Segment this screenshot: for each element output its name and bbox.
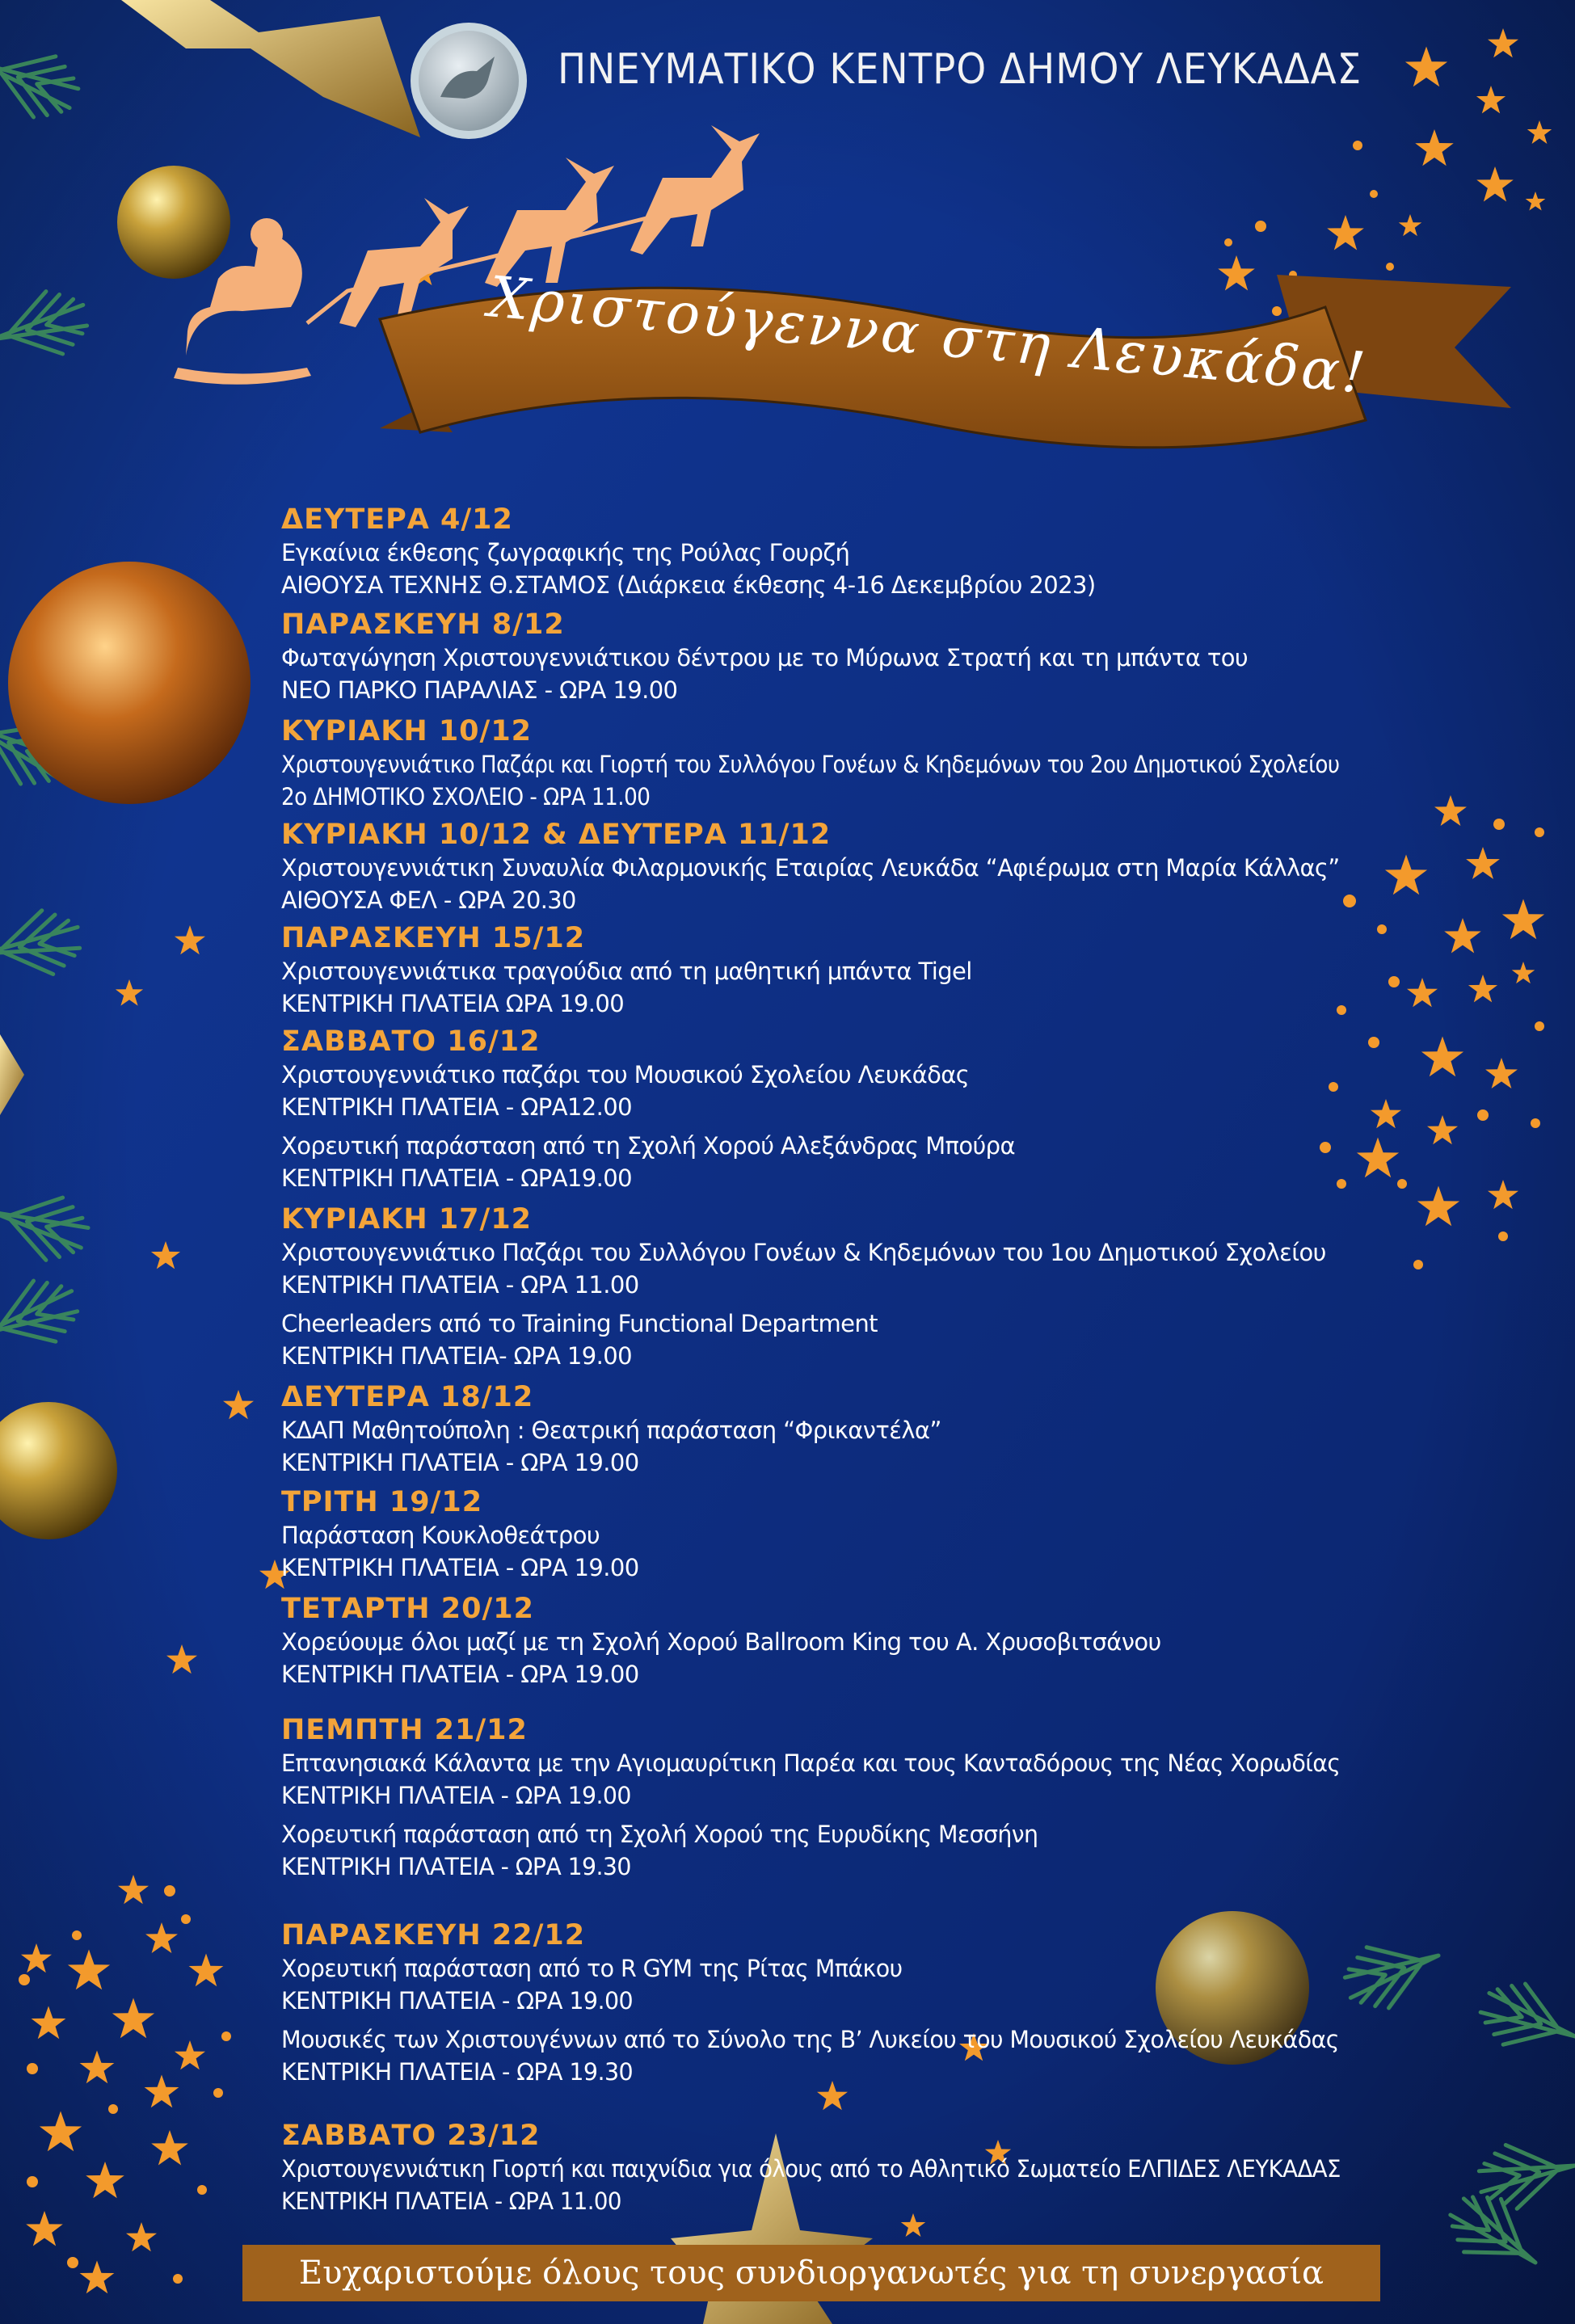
day-heading: ΤΕΤΑΡΤΗ 20/12: [281, 1593, 534, 1625]
event-venue-time: ΑΙΘΟΥΣΑ ΦΕΛ - ΩΡΑ 20.30: [281, 886, 576, 914]
star-dot: [164, 1885, 175, 1897]
event-description: Cheerleaders από το Training Functional Department: [281, 1310, 878, 1337]
star-dot: [1329, 1082, 1338, 1092]
day-heading: ΔΕΥΤΕΡΑ 18/12: [281, 1381, 534, 1413]
day-block: [281, 921, 972, 1020]
day-heading: ΔΕΥΤΕΡΑ 4/12: [281, 503, 513, 536]
day-heading: ΚΥΡΙΑΚΗ 17/12: [281, 1203, 533, 1236]
day-block: [281, 818, 1346, 916]
star-dot: [221, 2031, 231, 2041]
event-venue-time: ΝΕΟ ΠΑΡΚΟ ΠΑΡΑΛΙΑΣ - ΩΡΑ 19.00: [281, 676, 678, 704]
event-venue-time: ΚΕΝΤΡΙΚΗ ΠΛΑΤΕΙΑ - ΩΡΑ12.00: [281, 1093, 632, 1121]
day-block: [281, 608, 1248, 706]
event-description: ΚΔΑΠ Μαθητούπολη : Θεατρική παράσταση “Φρικαντέλα”: [281, 1417, 941, 1444]
event-venue-time: ΚΕΝΤΡΙΚΗ ΠΛΑΤΕΙΑ - ΩΡΑ 19.00: [281, 1782, 631, 1809]
event-venue-time: ΚΕΝΤΡΙΚΗ ΠΛΑΤΕΙΑ - ΩΡΑ 19.00: [281, 1661, 639, 1688]
event-venue-time: ΚΕΝΤΡΙΚΗ ΠΛΑΤΕΙΑ - ΩΡΑ19.00: [281, 1164, 632, 1192]
event-venue-time: ΚΕΝΤΡΙΚΗ ΠΛΑΤΕΙΑ - ΩΡΑ 19.00: [281, 1987, 634, 2015]
day-block: [281, 503, 1096, 601]
star-dot: [108, 2104, 118, 2114]
day-block: [281, 1918, 1358, 2088]
day-block: [281, 1592, 1161, 1690]
star-dot: [19, 1974, 30, 1985]
banner-ribbon: [356, 259, 1527, 469]
day-heading: ΠΑΡΑΣΚΕΥΗ 15/12: [281, 922, 586, 954]
event-venue-time: ΚΕΝΤΡΙΚΗ ΠΛΑΤΕΙΑ - ΩΡΑ 19.30: [281, 1853, 631, 1880]
event-venue-time: ΚΕΝΤΡΙΚΗ ΠΛΑΤΕΙΑ - ΩΡΑ 11.00: [281, 1271, 639, 1299]
star-dot: [1535, 1021, 1544, 1031]
star-dot: [1477, 1109, 1489, 1121]
event-venue-time: ΑΙΘΟΥΣΑ ΤΕΧΝΗΣ Θ.ΣΤΑΜΟΣ (Διάρκεια έκθεσης 4-16 Δεκεμβρίου 2023): [281, 571, 1096, 599]
event-venue-time: ΚΕΝΤΡΙΚΗ ΠΛΑΤΕΙΑ - ΩΡΑ 19.00: [281, 1449, 639, 1476]
star-dot: [1377, 924, 1387, 934]
pegasus-coin-logo: [408, 23, 529, 144]
star-dot: [72, 1930, 82, 1940]
star-dot: [27, 2176, 38, 2187]
day-heading: ΠΑΡΑΣΚΕΥΗ 22/12: [281, 1919, 586, 1951]
event-description: Χριστουγεννιάτικο παζάρι του Μουσικού Σχολείου Λευκάδας: [281, 1061, 970, 1088]
event-venue-time: ΚΕΝΤΡΙΚΗ ΠΛΑΤΕΙΑ - ΩΡΑ 11.00: [281, 2187, 621, 2215]
star-dot: [181, 1914, 191, 1924]
day-block: [281, 1485, 639, 1584]
day-heading: ΠΕΜΠΤΗ 21/12: [281, 1714, 528, 1746]
star-dot: [1498, 1231, 1508, 1241]
star-dot: [27, 2063, 38, 2074]
star-dot: [1535, 827, 1544, 837]
star-dot: [1337, 1005, 1346, 1015]
star-dot: [197, 2185, 207, 2195]
event-description: Χορευτική παράσταση από τη Σχολή Χορού Αλεξάνδρας Μπούρα: [281, 1132, 1015, 1160]
day-heading: ΚΥΡΙΑΚΗ 10/12: [281, 715, 533, 747]
day-heading: ΚΥΡΙΑΚΗ 10/12 & ΔΕΥΤΕΡΑ 11/12: [281, 819, 832, 851]
star-dot: [1370, 190, 1378, 198]
event-venue-time: 2ο ΔΗΜΟΤΙΚΟ ΣΧΟΛΕΙΟ - ΩΡΑ 11.00: [281, 783, 651, 810]
event-description: Χριστουγεννιάτικα τραγούδια από τη μαθητική μπάντα Tigel: [281, 958, 972, 985]
star-dot: [173, 2274, 183, 2284]
star-dot: [1531, 1118, 1540, 1128]
star-dot: [67, 2257, 78, 2268]
thank-you-footer: Ευχαριστούμε όλους τους συνδιοργανωτές για τη συνεργασία: [242, 2245, 1380, 2301]
event-description: Παράσταση Κουκλοθεάτρου: [281, 1522, 600, 1549]
day-block: [281, 1202, 1326, 1372]
event-description: Χορευτική παράσταση από τη Σχολή Χορού της Ευρυδίκης Μεσσήνη: [281, 1821, 1038, 1848]
banner-title: Χριστούγεννα στη Λευκάδα!: [486, 263, 1371, 406]
star-dot: [1493, 819, 1505, 830]
organizer-title: ΠΝΕΥΜΑΤΙΚΟ ΚΕΝΤΡΟ ΔΗΜΟΥ ΛΕΥΚΑΔΑΣ: [558, 45, 1362, 94]
event-description: Χορευτική παράσταση από το R GYM της Ρίτας Μπάκου: [281, 1955, 903, 1982]
event-description: Χριστουγεννιάτικο Παζάρι και Γιορτή του Συλλόγου Γονέων & Κηδεμόνων του 2ου Δημοτικού Σχολείου: [281, 751, 1340, 778]
star-dot: [1353, 141, 1362, 150]
event-description: Εγκαίνια έκθεσης ζωγραφικής της Ρούλας Γουρζή: [281, 539, 850, 566]
star-dot: [1397, 1179, 1407, 1189]
day-block: [281, 1380, 941, 1479]
star-dot: [1337, 1179, 1346, 1189]
event-description: Χριστουγεννιάτικη Γιορτή και παιχνίδια για όλους από το Αθλητικό Σωματείο ΕΛΠΙΔΕΣ ΛΕΥΚΑΔΑΣ: [281, 2155, 1341, 2183]
star-dot: [1224, 238, 1232, 246]
star-dot: [213, 2088, 223, 2098]
event-venue-time: ΚΕΝΤΡΙΚΗ ΠΛΑΤΕΙΑ - ΩΡΑ 19.00: [281, 1554, 639, 1581]
star-dot: [1413, 1260, 1423, 1269]
event-description: Χριστουγεννιάτικη Συναυλία Φιλαρμονικής Εταιρίας Λευκάδα “Αφιέρωμα στη Μαρία Κάλλας”: [281, 854, 1340, 882]
event-venue-time: ΚΕΝΤΡΙΚΗ ΠΛΑΤΕΙΑ- ΩΡΑ 19.00: [281, 1342, 632, 1370]
day-heading: ΤΡΙΤΗ 19/12: [281, 1486, 483, 1518]
event-venue-time: ΚΕΝΤΡΙΚΗ ΠΛΑΤΕΙΑ ΩΡΑ 19.00: [281, 990, 625, 1017]
star-dot: [1320, 1142, 1331, 1153]
event-description: Χορεύουμε όλοι μαζί με τη Σχολή Χορού Ballroom King του Α. Χρυσοβιτσάνου: [281, 1628, 1161, 1656]
star-dot: [1255, 221, 1266, 232]
star-dot: [1388, 976, 1400, 987]
day-block: [281, 714, 1452, 813]
day-block: [281, 1713, 1364, 1883]
day-block: [281, 1025, 1015, 1194]
event-description: Φωταγώγηση Χριστουγεννιάτικου δέντρου με το Μύρωνα Στρατή και τη μπάντα του: [281, 644, 1249, 672]
day-heading: ΣΑΒΒΑΤΟ 23/12: [281, 2120, 541, 2152]
day-heading: ΠΑΡΑΣΚΕΥΗ 8/12: [281, 608, 565, 641]
event-description: Μουσικές των Χριστουγέννων από το Σύνολο της Β’ Λυκείου του Μουσικού Σχολείου Λευκάδας: [281, 2026, 1339, 2053]
event-description: Χριστουγεννιάτικο Παζάρι του Συλλόγου Γονέων & Κηδεμόνων του 1ου Δημοτικού Σχολείου: [281, 1239, 1326, 1266]
star-dot: [1368, 1037, 1379, 1048]
day-block: [281, 2119, 1395, 2217]
event-venue-time: ΚΕΝΤΡΙΚΗ ΠΛΑΤΕΙΑ - ΩΡΑ 19.30: [281, 2058, 634, 2086]
day-heading: ΣΑΒΒΑΤΟ 16/12: [281, 1025, 541, 1058]
event-description: Επτανησιακά Κάλαντα με την Αγιομαυρίτικη Παρέα και τους Κανταδόρους της Νέας Χορωδίας: [281, 1749, 1341, 1777]
